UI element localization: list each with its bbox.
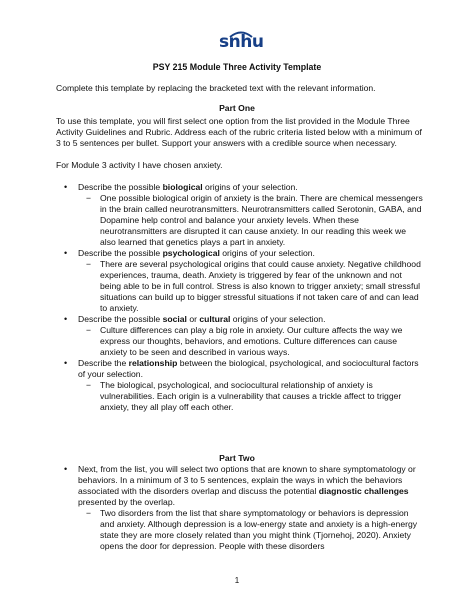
answer-social-cultural <box>56 325 424 358</box>
prompt-text: Describe the possible <box>78 248 163 258</box>
prompt-text: between the biological, psychological, and sociocultural factors of your selection. <box>78 358 419 379</box>
answer-text: There are several psychological origins that could cause anxiety. Negative childhood experiences, trauma, death. Anxiety is triggered by fear of the unknown and not being able to be in full control. Stress is also known to trigger anxiety; small stressful situations can build up to bigger stressful situations if not taken care of and can lead to anxiety. <box>100 259 421 313</box>
prompt-text: Describe the possible <box>78 182 163 192</box>
answer-biological <box>56 193 424 248</box>
list-item-relationship <box>56 358 424 380</box>
dash-marker: − <box>86 193 92 203</box>
part-two-list <box>56 464 424 552</box>
intro-text: Complete this template by replacing the bracketed text with the relevant information. <box>56 83 376 93</box>
snhu-logo <box>219 33 263 51</box>
dash-marker: − <box>86 508 92 518</box>
answer-text: Two disorders from the list that share symptomatology or behaviors is depression and anxiety. Although depression is a low-energy state and anxiety is a high-energy state they are more closely related than you might think (Tjornehoj, 2020). Anxiety opens the door for depression. People with these disorders <box>100 508 418 551</box>
part-two-heading: Part Two <box>219 453 255 463</box>
part-one-instructions: To use this template, you will first select one option from the list provided in the Module Three Activity Guidelines and Rubric. Address each of the rubric criteria listed below with a minimum of 3 to 5 sentences per bullet. Support your answers with a credible source when necessary. <box>56 116 422 148</box>
page-number: 1 <box>234 576 240 585</box>
part-one-list <box>56 182 424 413</box>
list-item-psychological <box>56 248 424 259</box>
part-one-heading: Part One <box>219 103 255 113</box>
prompt-bold: diagnostic challenges <box>318 486 409 496</box>
answer-psychological <box>56 259 424 314</box>
answer-text: The biological, psychological, and sociocultural relationship of anxiety is vulnerabilities. Each origin is a vulnerability that causes a trickle affect to trigger anxiety, they all play off each other. <box>100 380 402 412</box>
chosen-topic: For Module 3 activity I have chosen anxiety. <box>56 160 223 170</box>
list-item-social-cultural <box>56 314 424 325</box>
prompt-bold: relationship <box>128 358 178 368</box>
prompt-bold: cultural <box>199 314 231 324</box>
answer-text: Culture differences can play a big role in anxiety. Our culture affects the way we express our thoughts, behaviors, and emotions. Culture differences can cause anxiety to be seen and described in various ways. <box>100 325 403 357</box>
prompt-bold: psychological <box>162 248 220 258</box>
list-item-biological <box>56 182 424 193</box>
dash-marker: − <box>86 325 92 335</box>
answer-diagnostic-challenges <box>56 508 424 552</box>
prompt-text: origins of your selection. <box>219 248 315 258</box>
prompt-text: presented by the overlap. <box>78 497 175 507</box>
prompt-text: Describe the possible <box>78 314 163 324</box>
logo-text: snhu <box>219 32 264 52</box>
answer-text: One possible biological origin of anxiety is the brain. There are chemical messengers in the brain called neurotransmitters. Neurotransmitters called Serotonin, GABA, and Dopamine help control and balance your anxiety levels. When these neurotransmitters are disrupted it can cause anxiety. In our reading this week we also learned that genetics plays a part in anxiety. <box>100 193 423 247</box>
answer-relationship <box>56 380 424 413</box>
prompt-bold: social <box>162 314 187 324</box>
dash-marker: − <box>86 259 92 269</box>
prompt-text: origins of your selection. <box>230 314 326 324</box>
prompt-bold: biological <box>162 182 203 192</box>
prompt-text: Describe the <box>78 358 129 368</box>
list-item-diagnostic-challenges <box>56 464 424 508</box>
prompt-text: Next, from the list, you will select two options that are known to share symptomatology or behaviors. In a minimum of 3 to 5 sentences, explain the ways in which the behaviors associated with the disorders overlap and discuss the potential <box>78 464 416 496</box>
logo-arc-icon <box>228 30 254 38</box>
prompt-text: or <box>186 314 200 324</box>
prompt-text: origins of your selection. <box>202 182 298 192</box>
dash-marker: − <box>86 380 92 390</box>
page-title: PSY 215 Module Three Activity Template <box>152 62 322 72</box>
